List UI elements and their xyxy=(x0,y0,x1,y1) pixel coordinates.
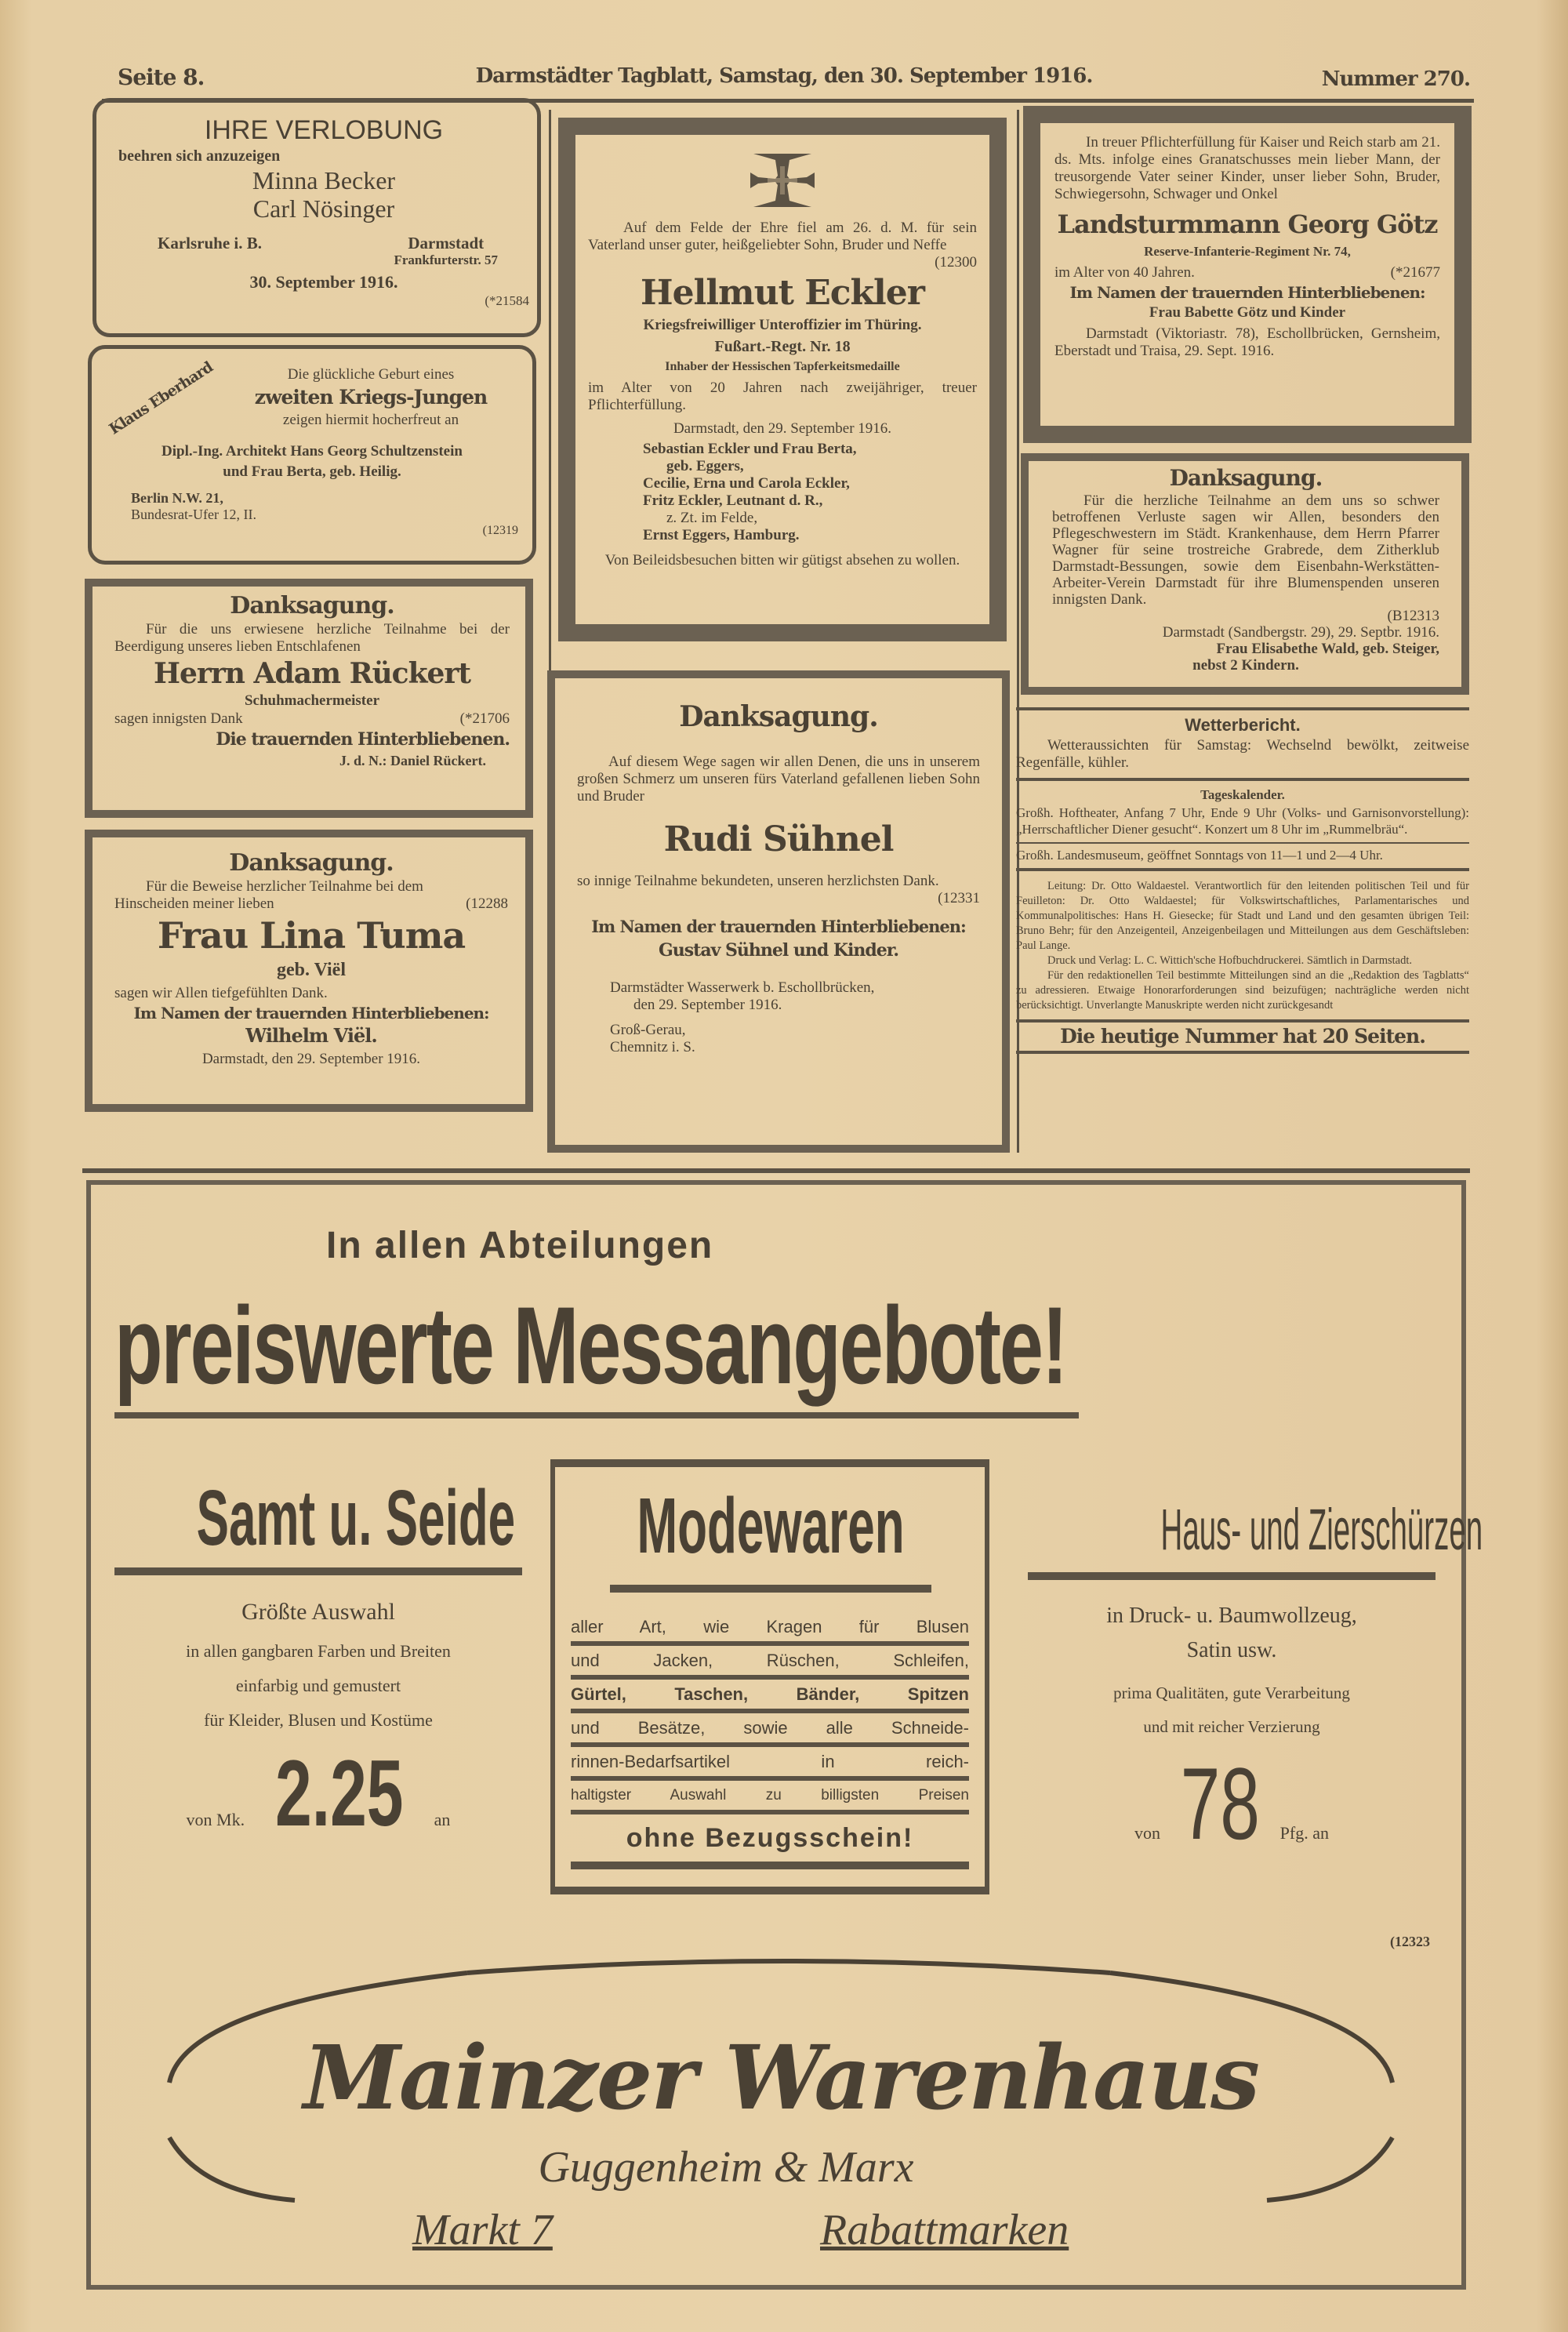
price-prefix: von Mk. xyxy=(186,1810,245,1829)
calendar-title: Tageskalender. xyxy=(1200,787,1285,802)
imprint-editors: Leitung: Dr. Otto Waldaestel. Verantwortlich für den leitenden politischen Teil und für Feuilleton: Dr. Otto Waldaestel; für Volkswirtschaftliches, Parlamentarisches und Kommunalpolitisches: Hans H. Giesecke; für Stadt und Land und den gesamten übrigen Teil: Bruno Behr; für den Anzeigenteil, Anzeigenbeilagen und Mitteilungen aus dem Geschäftsleben: Paul Lange. xyxy=(1016,880,1469,952)
thanks-tuma xyxy=(85,830,533,1112)
family-5: z. Zt. im Felde, xyxy=(666,510,758,526)
obituary-eckler xyxy=(558,118,1007,641)
fashion-title: Modewaren xyxy=(637,1482,905,1570)
thanks-text: Auf diesem Wege sagen wir allen Denen, die uns in unserem großen Schmerz um unseren fürs Vaterland gefallenen lieben Sohn und Bruder xyxy=(577,754,980,805)
ad-headline xyxy=(114,1284,1134,1412)
obituary-intro: In treuer Pflichterfüllung für Kaiser und Reich starb am 21. ds. Mts. infolge eines Granatschusses mein lieber Mann, der treusorgende Vater seiner Kinder, unser lieber Sohn, Bruder, Schwiegersohn, Schwager und Onkel xyxy=(1054,134,1440,202)
fashion-line: rinnen-Bedarfsartikel in reich- xyxy=(571,1747,969,1781)
aprons-underline xyxy=(1028,1572,1436,1580)
thanks-title: Danksagung. xyxy=(229,849,394,877)
weather-forecast: Wetteraussichten für Samstag: Wechselnd bewölkt, zeitweise Regenfälle, kühler. xyxy=(1016,737,1469,771)
birth-address-2: Bundesrat-Ufer 12, II. xyxy=(131,507,256,522)
ad-ref: (12323 xyxy=(1390,1934,1430,1949)
date-line: Darmstadt, den 29. September 1916. xyxy=(201,1051,421,1067)
ad-headline-text: preiswerte Messangebote! xyxy=(114,1284,1067,1407)
thanks-text: Für die herzliche Teilnahme an dem uns so schwer betroffenen Verluste sagen wir Allen, besonders den Pflegeschwestern im Städt. Krankenhause, dem Herrn Pfarrer Wagner für seine trostreiche Grabrede, dem Zitherklub Darmstadt-Bessungen, sowie dem Eisenbahn-Werkstätten-Arbeiter-Verein Darmstadt für ihre Blumenspenden unseren innigsten Dank. xyxy=(1052,492,1439,608)
aprons-line-4: und mit reicher Verzierung xyxy=(1143,1717,1320,1736)
deceased-job: Schuhmachermeister xyxy=(244,692,380,709)
price-prefix: von xyxy=(1134,1823,1161,1843)
ad-ref: (*21584 xyxy=(485,293,529,308)
fashion-list xyxy=(571,1612,969,1869)
weather-title: Wetterbericht. xyxy=(1185,715,1301,735)
ad-col-velvet xyxy=(99,1474,538,1846)
thanks-text-2: Hinscheiden meiner lieben xyxy=(114,895,274,912)
birth-address-1: Berlin N.W. 21, xyxy=(131,490,223,506)
newspaper-title: Darmstädter Tagblatt, Samstag, den 30. September 1916. xyxy=(475,64,1093,88)
regiment: Fußart.-Regt. Nr. 18 xyxy=(714,338,851,355)
engagement-date: 30. September 1916. xyxy=(249,272,398,292)
fashion-line: und Besätze, sowie alle Schneide- xyxy=(571,1713,969,1747)
thanks-suehnel xyxy=(547,670,1010,1153)
divider xyxy=(1016,1051,1469,1054)
thanks-wald xyxy=(1021,453,1469,695)
engagement-name-bride: Minna Becker xyxy=(252,166,396,194)
ad-ref: (*21706 xyxy=(459,710,510,727)
imprint-publisher: Druck und Verlag: L. C. Wittich'sche Hofbuchdruckerei. Sämtlich in Darmstadt. xyxy=(1047,954,1412,967)
family-6: Ernst Eggers, Hamburg. xyxy=(643,527,800,543)
fashion-underline xyxy=(610,1585,931,1593)
ad-ref: (*21677 xyxy=(1390,264,1440,281)
signature-2: nebst 2 Kindern. xyxy=(1192,657,1299,674)
store-name: Mainzer Warenhaus xyxy=(303,2027,1259,2130)
place-4: Chemnitz i. S. xyxy=(610,1039,695,1055)
birth-line-1: Die glückliche Geburt eines xyxy=(287,366,455,383)
thanks-title: Danksagung. xyxy=(679,700,878,733)
obituary-goetz xyxy=(1023,106,1472,443)
thanks-line: so innige Teilnahme bekundeten, unseren herzlichsten Dank. xyxy=(577,873,939,889)
ad-col-aprons xyxy=(1012,1497,1483,1861)
deceased-name: Hellmut Eckler xyxy=(641,273,924,313)
mourners: Im Namen der trauernden Hinterbliebenen: xyxy=(133,1004,489,1023)
family-3: Cecilie, Erna und Carola Eckler, xyxy=(643,475,850,492)
calendar-museum: Großh. Landesmuseum, geöffnet Sonntags von 11—1 und 2—4 Uhr. xyxy=(1016,848,1383,863)
velvet-underline xyxy=(114,1567,522,1575)
age-line: im Alter von 40 Jahren. xyxy=(1054,264,1195,281)
place-line: Darmstadt (Viktoriastr. 78), Eschollbrücken, Gernsheim, Eberstadt und Traisa, 29. Sept. 1916. xyxy=(1054,325,1440,359)
place-2: den 29. September 1916. xyxy=(633,997,782,1013)
family-1: Sebastian Eckler und Frau Berta, xyxy=(643,441,857,457)
aprons-price-row xyxy=(1012,1746,1451,1861)
fashion-line: haltigster Auswahl zu billigsten Preisen xyxy=(571,1781,969,1814)
page-count: Die heutige Nummer hat 20 Seiten. xyxy=(1060,1025,1425,1048)
regiment: Reserve-Infanterie-Regiment Nr. 74, xyxy=(1144,244,1351,259)
place-line: Darmstadt (Sandbergstr. 29), 29. Septbr. 1916. xyxy=(1162,624,1439,641)
store-owners: Guggenheim & Marx xyxy=(538,2143,914,2192)
rank: Kriegsfreiwilliger Unteroffizier im Thüring. xyxy=(643,317,922,333)
deceased-name: Landsturmmann Georg Götz xyxy=(1057,209,1438,239)
engagement-place-1: Karlsruhe i. B. xyxy=(158,234,263,252)
department-store-ad xyxy=(86,1180,1483,2290)
deceased-name: Herrn Adam Rückert xyxy=(153,657,471,690)
signature: Wilhelm Viël. xyxy=(245,1024,377,1047)
aprons-price: 78 xyxy=(1180,1746,1260,1861)
price-suffix: Pfg. an xyxy=(1279,1823,1329,1843)
engagement-notice xyxy=(93,98,541,337)
price-suffix: an xyxy=(434,1810,451,1829)
fashion-line: und Jacken, Rüschen, Schleifen, xyxy=(571,1646,969,1680)
divider xyxy=(1016,778,1469,781)
birth-line-3: zeigen hiermit hocherfreut an xyxy=(282,412,459,428)
iron-cross-icon xyxy=(747,149,818,212)
age-line: im Alter von 20 Jahren nach zweijähriger, treuer Pflichterfüllung. xyxy=(588,380,977,413)
signature: Frau Babette Götz und Kinder xyxy=(1149,304,1346,321)
store-address: Markt 7 xyxy=(412,2206,553,2254)
child-name: Klaus Eberhard xyxy=(106,358,216,438)
thanks-line: sagen innigsten Dank xyxy=(114,710,243,727)
issue-number: Nummer 270. xyxy=(1321,67,1470,91)
birth-notice xyxy=(88,345,536,565)
thanks-title: Danksagung. xyxy=(1169,465,1323,491)
thanks-text: Für die uns erwiesene herzliche Teilnahme bei der Beerdigung unseres lieben Entschlafenen xyxy=(114,621,510,655)
aprons-line-2: Satin usw. xyxy=(1186,1638,1277,1662)
birth-parents-2: und Frau Berta, geb. Heilig. xyxy=(223,463,401,480)
thanks-line: sagen wir Allen tiefgefühlten Dank. xyxy=(114,985,328,1001)
birth-line-2: zweiten Kriegs-Jungen xyxy=(254,386,488,409)
condolence-note: Von Beileidsbesuchen bitten wir gütigst absehen zu wollen. xyxy=(604,552,960,568)
ad-ref: (12288 xyxy=(466,895,508,912)
fashion-footer: ohne Bezugsschein! xyxy=(571,1814,969,1869)
engagement-title: IHRE VERLOBUNG xyxy=(204,115,444,145)
thanks-text-1: Für die Beweise herzlicher Teilnahme bei dem xyxy=(146,878,423,895)
engagement-intro: beehren sich anzuzeigen xyxy=(118,147,281,165)
signature: J. d. N.: Daniel Rückert. xyxy=(339,753,486,768)
thanks-rueckert xyxy=(85,579,533,818)
family-2: geb. Eggers, xyxy=(666,458,744,474)
ad-ref: (12319 xyxy=(482,524,518,537)
place-1: Darmstädter Wasserwerk b. Eschollbrücken, xyxy=(610,979,875,996)
birth-parents: Dipl.-Ing. Architekt Hans Georg Schultzenstein xyxy=(162,443,463,459)
ad-col-fashion xyxy=(550,1459,989,1894)
deceased-name: Frau Lina Tuma xyxy=(157,914,466,957)
mourners: Im Namen der trauernden Hinterbliebenen: xyxy=(1069,283,1425,302)
ad-kicker: In allen Abteilungen xyxy=(326,1225,714,1266)
calendar-theater: Großh. Hoftheater, Anfang 7 Uhr, Ende 9 Uhr (Volks- und Garnisonvorstellung): „Herrschaftlicher Diener gesucht“. Konzert um 8 Uhr im „Rummelbräu“. xyxy=(1016,805,1469,837)
velvet-price-row xyxy=(99,1741,538,1846)
aprons-line-1: in Druck- u. Baumwollzeug, xyxy=(1106,1604,1357,1628)
deceased-name: Rudi Sühnel xyxy=(663,819,894,859)
velvet-line-3: für Kleider, Blusen und Kostüme xyxy=(204,1710,433,1730)
signature: Gustav Sühnel und Kinder. xyxy=(658,940,899,961)
family-4: Fritz Eckler, Leutnant d. R., xyxy=(643,492,823,509)
fashion-line: aller Art, wie Kragen für Blusen xyxy=(571,1612,969,1646)
fashion-line: Gürtel, Taschen, Bänder, Spitzen xyxy=(571,1680,969,1713)
aprons-title: Haus- und Zierschürzen xyxy=(1160,1497,1483,1562)
discount-stamps: Rabattmarken xyxy=(820,2206,1069,2254)
date-line: Darmstadt, den 29. September 1916. xyxy=(673,420,892,437)
velvet-line-2: einfarbig und gemustert xyxy=(235,1676,401,1695)
velvet-title: Samt u. Seide xyxy=(196,1474,516,1562)
mourners: Im Namen der trauernden Hinterbliebenen: xyxy=(591,917,966,936)
headline-underline xyxy=(114,1412,1079,1418)
obituary-intro: Auf dem Felde der Ehre fiel am 26. d. M. für sein Vaterland unser guter, heißgeliebter Sohn, Bruder und Neffe xyxy=(588,220,977,253)
medal: Inhaber der Hessischen Tapferkeitsmedaille xyxy=(665,360,900,373)
info-column xyxy=(1016,707,1469,1054)
engagement-name-groom: Carl Nösinger xyxy=(252,194,395,223)
deceased-birthname: geb. Viël xyxy=(277,960,346,980)
divider xyxy=(1016,868,1469,871)
imprint-submissions: Für den redaktionellen Teil bestimmte Mitteilungen sind an die „Redaktion des Tagblatts“ zu adressieren. Etwaige Honorarforderungen sind beizufügen; nachträgliche werden nicht berücksichtigt. Unverlangte Manuskripte werden nicht zurückgesandt xyxy=(1016,969,1469,1012)
divider xyxy=(1016,707,1469,710)
velvet-price: 2.25 xyxy=(275,1741,404,1846)
ad-ref: (12300 xyxy=(935,254,977,271)
aprons-line-3: prima Qualitäten, gute Verarbeitung xyxy=(1113,1684,1350,1702)
mourners: Die trauernden Hinterbliebenen. xyxy=(216,729,510,750)
thanks-title: Danksagung. xyxy=(230,592,394,619)
engagement-street: Frankfurterstr. 57 xyxy=(394,252,498,267)
page-number: Seite 8. xyxy=(118,64,205,90)
divider xyxy=(1016,842,1469,844)
ad-ref: (B12313 xyxy=(1387,608,1439,624)
engagement-place-2: Darmstadt xyxy=(408,234,485,252)
velvet-line-1: in allen gangbaren Farben und Breiten xyxy=(186,1641,451,1661)
ad-ref: (12331 xyxy=(938,890,980,906)
engagement-places xyxy=(118,234,529,268)
ad-top-rule xyxy=(82,1168,1470,1173)
signature-1: Frau Elisabethe Wald, geb. Steiger, xyxy=(1216,641,1439,657)
store-logo xyxy=(138,1957,1424,2287)
velvet-sub: Größte Auswahl xyxy=(241,1599,395,1625)
place-3: Groß-Gerau, xyxy=(610,1022,686,1038)
